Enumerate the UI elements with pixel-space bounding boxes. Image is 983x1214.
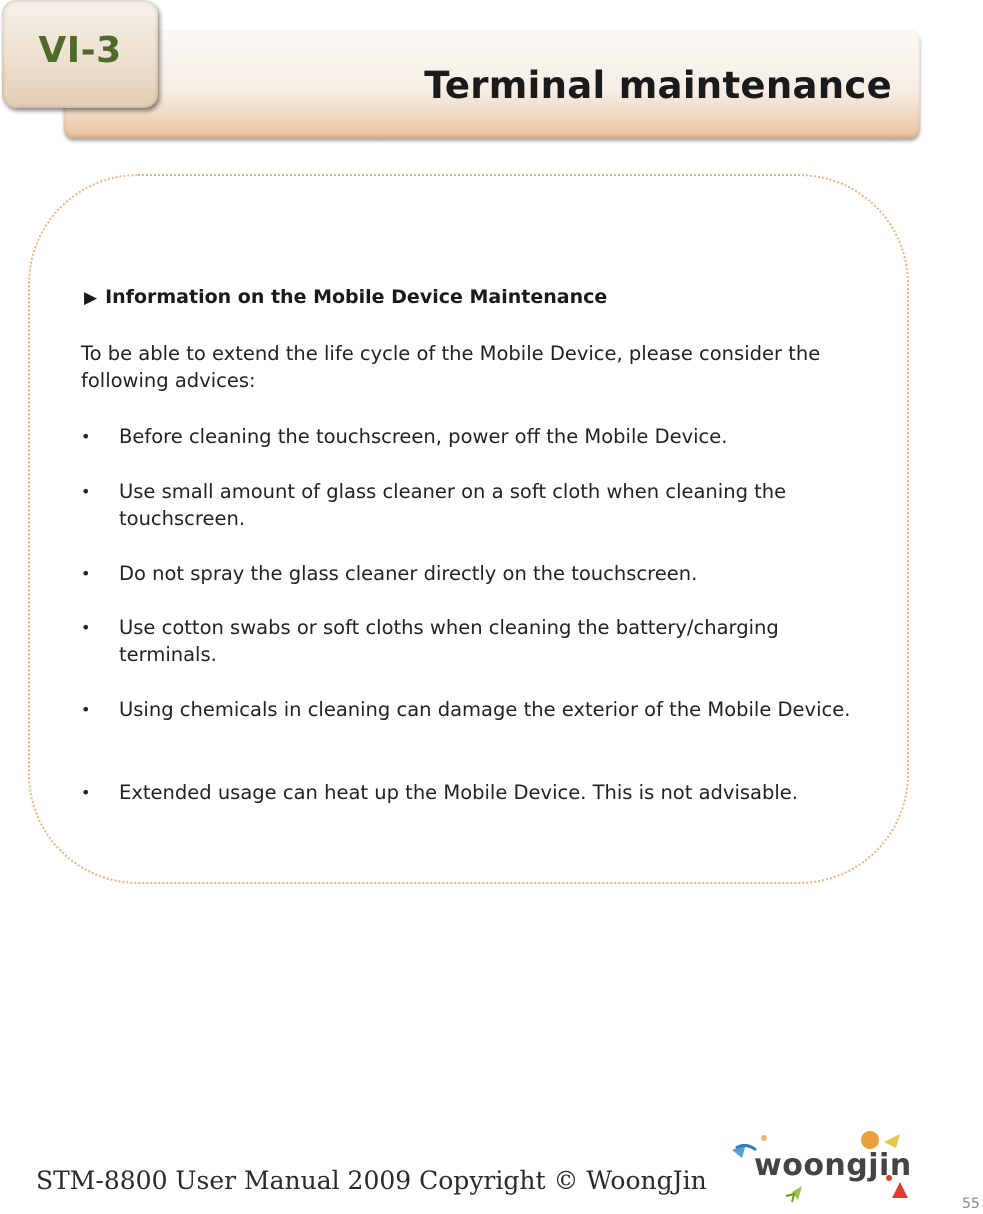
bullet-icon: • [81,783,91,802]
page-number: 55 [962,1196,980,1212]
page-title: Terminal maintenance [424,64,892,107]
bullet-icon: • [81,700,91,719]
list-item-text: Before cleaning the touchscreen, power off the Mobile Device. [119,425,728,448]
bullet-icon: • [81,564,91,583]
section-tab [2,0,158,108]
info-heading-text: Information on the Mobile Device Maintenance [105,286,608,308]
footer-copyright: STM-8800 User Manual 2009 Copyright © WoongJin [36,1166,707,1195]
header-bar [64,30,920,138]
list-item-text: Extended usage can heat up the Mobile Device. This is not advisable. [119,781,798,804]
bullet-icon: • [81,482,91,501]
section-label: VI-3 [38,30,122,71]
intro-paragraph: To be able to extend the life cycle of the Mobile Device, please consider the following advices: [81,342,821,392]
list-item-text: Using chemicals in cleaning can damage the exterior of the Mobile Device. [119,698,851,721]
list-item-text: Do not spray the glass cleaner directly on the touchscreen. [119,562,698,585]
triangle-right-icon: ▶ [84,288,98,308]
list-item-text: Use cotton swabs or soft cloths when cleaning the battery/charging terminals. [119,616,779,666]
bullet-icon: • [81,427,91,446]
list-item-text: Use small amount of glass cleaner on a soft cloth when cleaning the touchscreen. [119,480,787,530]
logo-wordmark: woongjin [754,1148,912,1183]
info-heading [84,286,607,308]
bullet-icon: • [81,618,91,637]
woongjin-logo [724,1128,912,1210]
